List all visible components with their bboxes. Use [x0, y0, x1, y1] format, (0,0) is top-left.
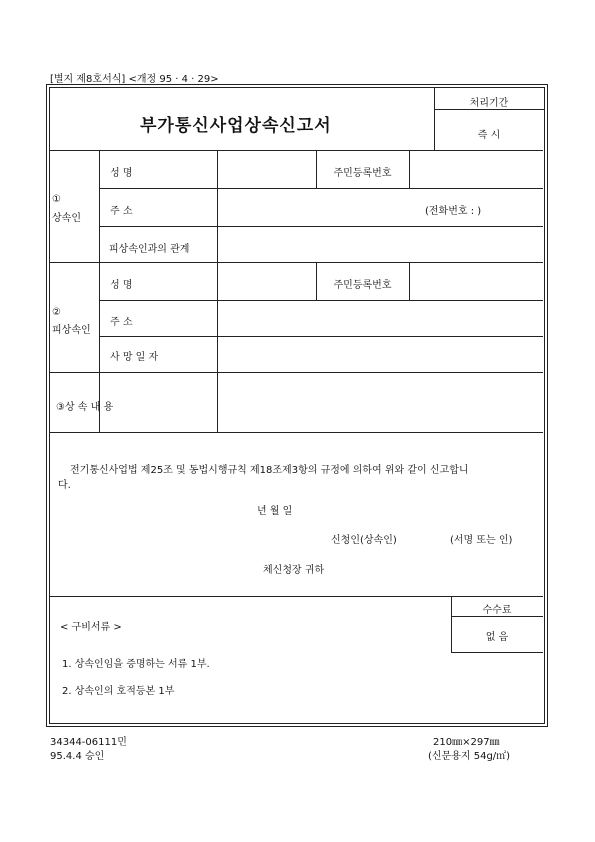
- fee-label: 수수료: [482, 605, 512, 616]
- heir-address-field[interactable]: [218, 190, 418, 224]
- declaration-date: 년 월 일: [257, 506, 293, 517]
- decedent-address-label: 주 소: [110, 317, 133, 328]
- heir-name-label: 성 명: [110, 168, 133, 179]
- decedent-name-label: 성 명: [110, 280, 133, 291]
- heir-relation-label: 피상속인과의 관계: [109, 244, 190, 255]
- decedent-rrn-field[interactable]: [410, 264, 542, 298]
- document-item-2: 2. 상속인의 호적등본 1부: [62, 686, 175, 697]
- form-number: 34344-06111민: [50, 737, 127, 748]
- heir-rrn-field[interactable]: [410, 152, 542, 186]
- approval-date: 95.4.4 승인: [50, 751, 105, 762]
- decedent-death-date-label: 사 망 일 자: [110, 352, 159, 363]
- decedent-rrn-label: 주민등록번호: [333, 280, 392, 291]
- applicant-label: 신청인(상속인): [331, 535, 397, 546]
- form-reference: [별지 제8호서식] <개정 95 · 4 · 29>: [50, 74, 219, 85]
- document-item-1: 1. 상속인임을 증명하는 서류 1부.: [62, 659, 210, 670]
- heir-phone-label: (전화번호 : ): [425, 206, 482, 217]
- heir-section-number: ①: [52, 194, 61, 205]
- paper-size: 210㎜×297㎜: [433, 737, 500, 748]
- decedent-name-field[interactable]: [218, 264, 315, 298]
- heir-address-label: 주 소: [110, 206, 133, 217]
- processing-period-value: 즉 시: [477, 130, 501, 141]
- decedent-death-date-field[interactable]: [218, 338, 542, 370]
- heir-section-label: 상속인: [52, 213, 81, 224]
- form-title: 부가통신사업상속신고서: [140, 116, 332, 136]
- fee-value: 없 음: [485, 632, 509, 643]
- decedent-section-label: 피상속인: [52, 325, 91, 336]
- heir-name-field[interactable]: [218, 152, 315, 186]
- heir-relation-field[interactable]: [218, 228, 542, 260]
- heir-rrn-label: 주민등록번호: [333, 168, 392, 179]
- decedent-address-field[interactable]: [218, 302, 542, 334]
- processing-period-label: 처리기간: [469, 98, 509, 109]
- paper-type: (신문용지 54g/㎡): [428, 751, 511, 762]
- inheritance-content-field[interactable]: [218, 374, 542, 430]
- decedent-section-number: ②: [52, 307, 61, 318]
- addressee: 체신청장 귀하: [263, 565, 325, 576]
- inheritance-content-label: ③상 속 내 용: [56, 402, 114, 413]
- documents-heading: < 구비서류 >: [60, 622, 122, 633]
- signature-label: (서명 또는 인): [450, 535, 513, 546]
- declaration-text-line2: 다.: [58, 480, 71, 491]
- declaration-text-line1: 전기통신사업법 제25조 및 동법시행규칙 제18조제3항의 규정에 의하여 위와 같이 신고합니: [70, 465, 469, 476]
